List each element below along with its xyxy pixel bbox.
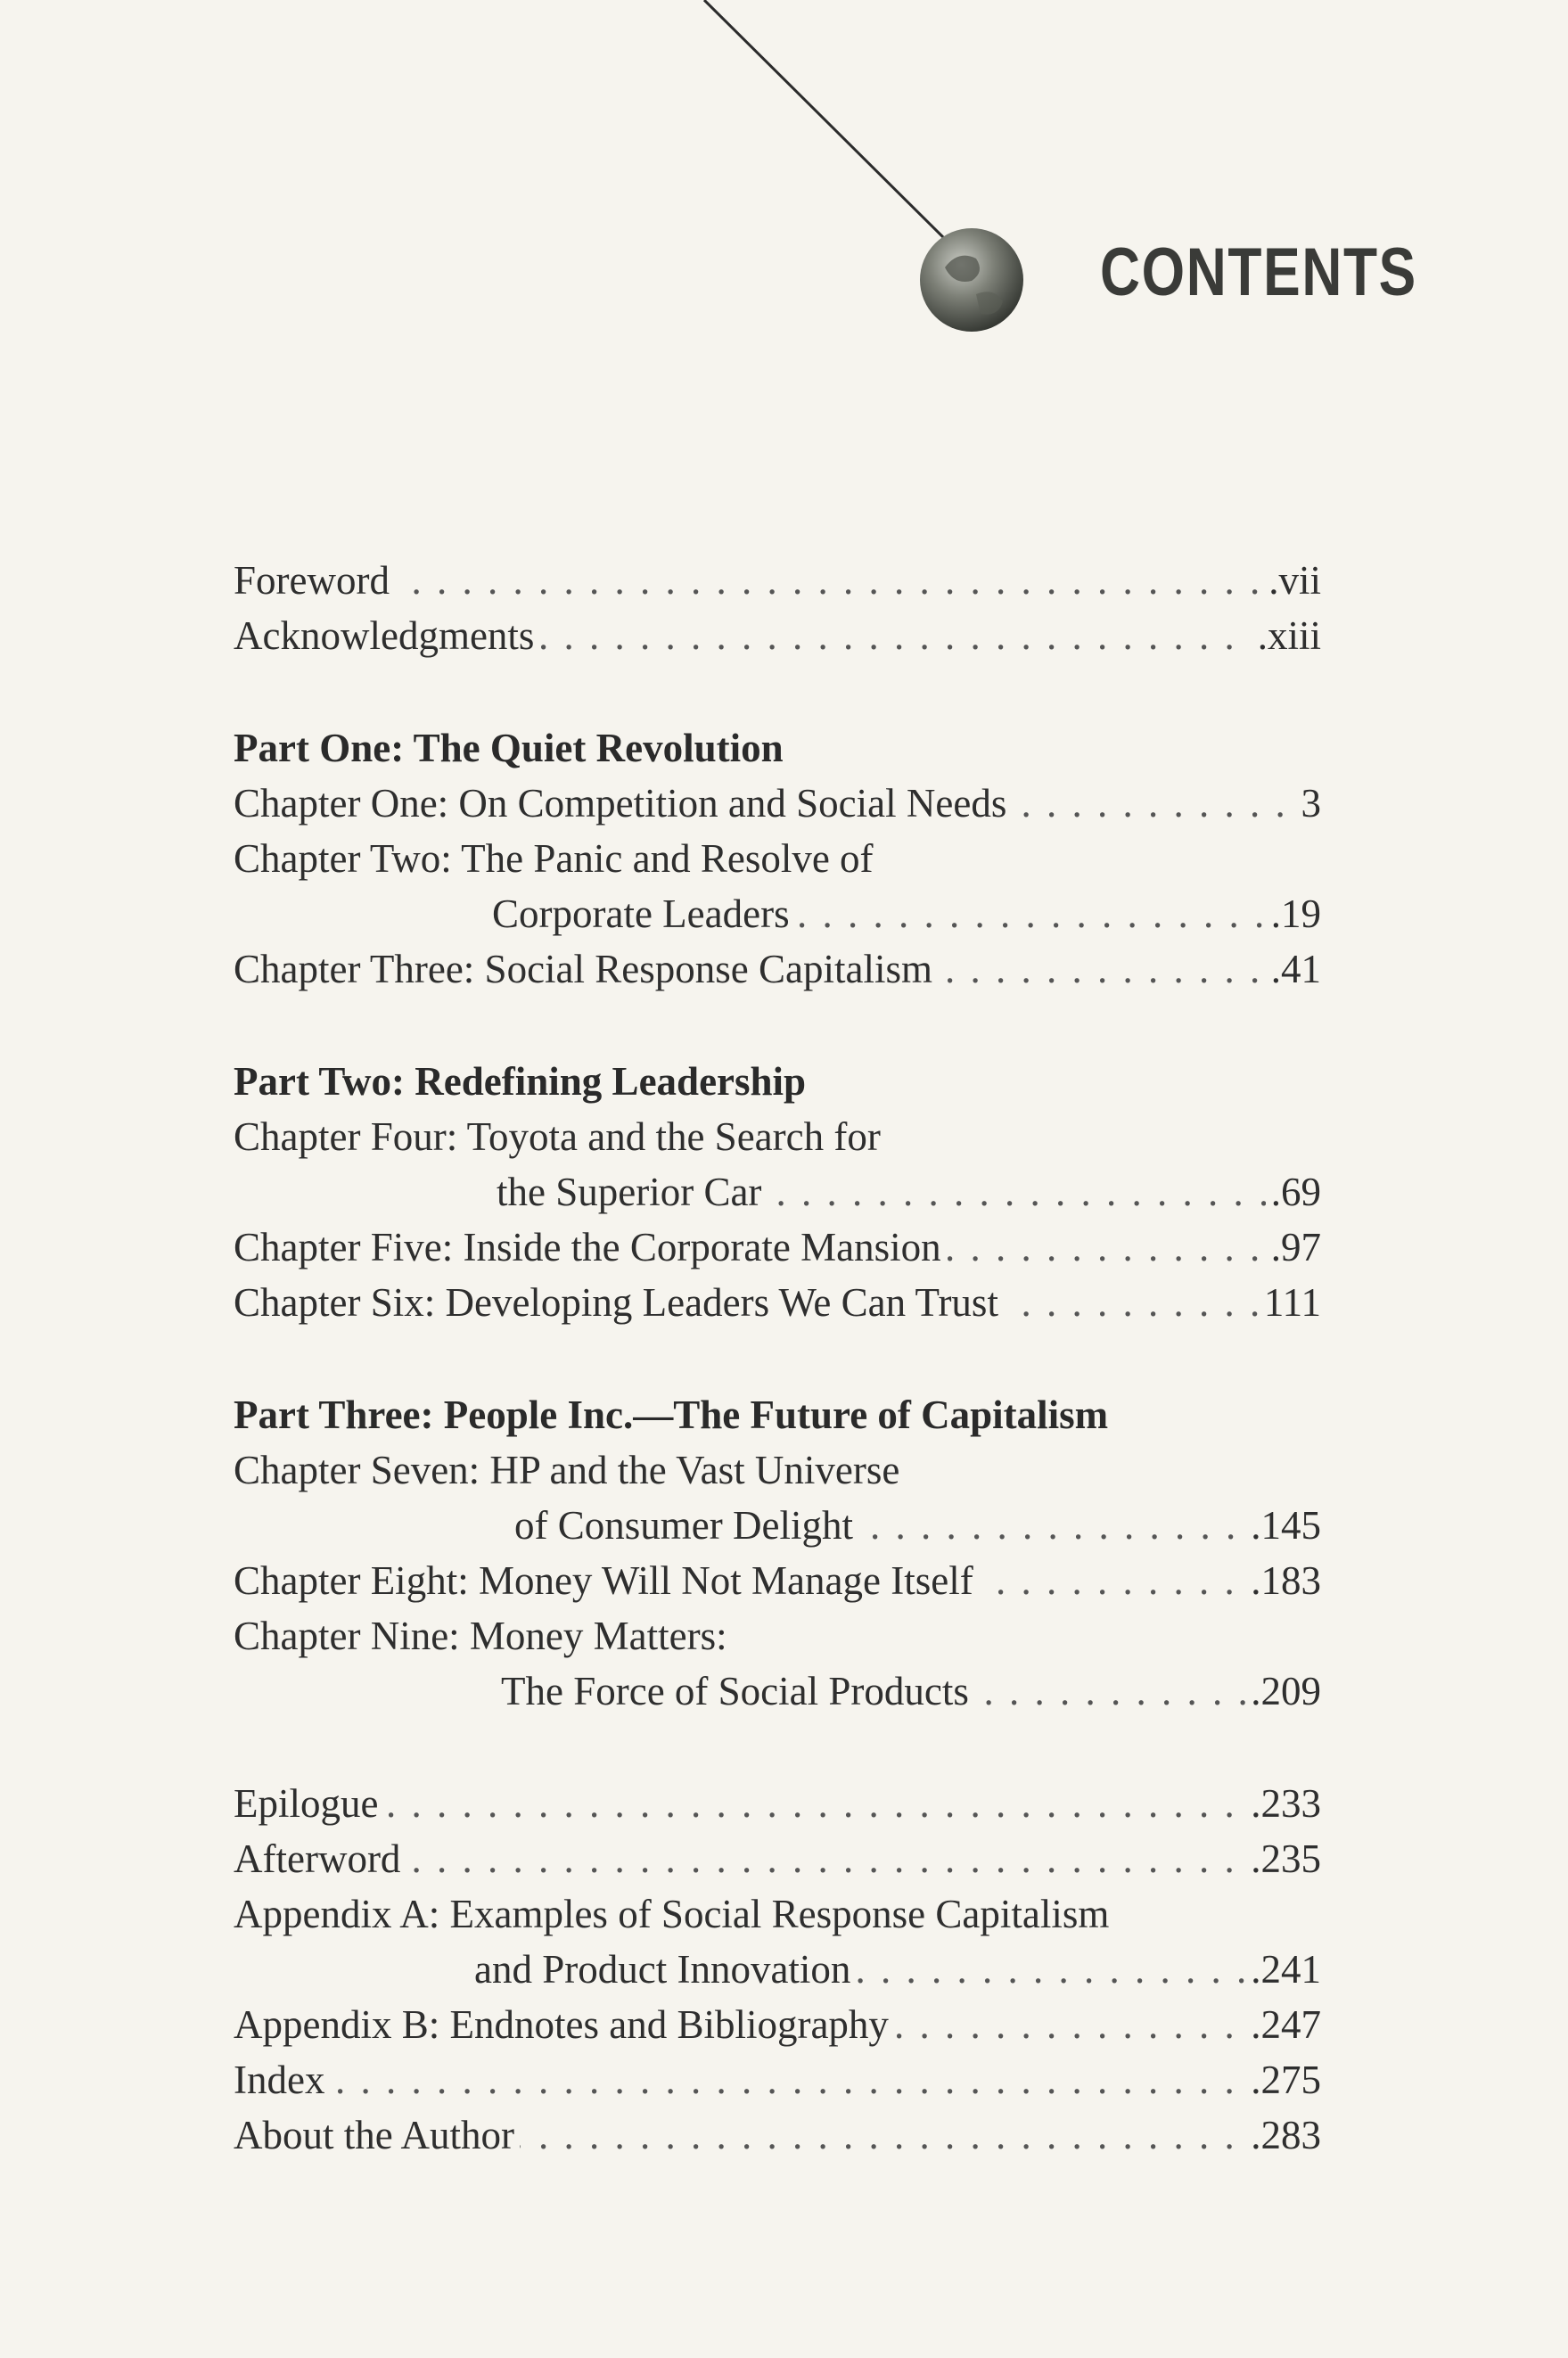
toc-entry[interactable] [234,2052,1321,2107]
toc-entry-line[interactable] [234,1109,1321,1164]
toc-entry-continued[interactable] [234,1164,1321,1220]
entry-title: About the Author [234,2113,520,2157]
entry-page: .xiii [1252,608,1321,663]
entry-title-continued: Corporate Leaders [492,891,795,936]
entry-title: Chapter Seven: HP and the Vast Universe [234,1448,905,1492]
toc-entry[interactable] [234,941,1321,997]
entry-page: .145 [1245,1498,1321,1553]
entry-title: Chapter Six: Developing Leaders We Can Trust [234,1280,1004,1325]
entry-title: Appendix B: Endnotes and Bibliography [234,2002,894,2047]
entry-page: .241 [1245,1942,1321,1997]
toc-entry[interactable] [234,1776,1321,1831]
toc-entry[interactable] [234,1220,1321,1275]
leader-dots [234,2052,1321,2107]
table-of-contents [234,553,1321,2163]
toc-entry-continued[interactable] [234,1664,1321,1719]
entry-title: Chapter Four: Toyota and the Search for [234,1114,886,1159]
entry-page: .vii [1263,553,1321,608]
toc-entry[interactable] [234,1997,1321,2052]
toc-entry[interactable] [234,1275,1321,1330]
entry-title: Chapter Three: Social Response Capitalism [234,947,938,991]
entry-page: .235 [1245,1831,1321,1886]
entry-page: .209 [1245,1664,1321,1719]
entry-title: Index [234,2058,330,2102]
entry-title-continued: the Superior Car [497,1170,767,1214]
entry-page: 111 [1259,1275,1321,1330]
toc-entry-line[interactable] [234,831,1321,886]
entry-page: 3 [1296,776,1322,831]
page-title: CONTENTS [1100,234,1417,310]
toc-entry[interactable] [234,608,1321,663]
toc-entry-continued[interactable] [234,1498,1321,1553]
toc-entry[interactable] [234,2107,1321,2163]
toc-entry[interactable] [234,1831,1321,1886]
toc-entry-line[interactable] [234,1442,1321,1498]
toc-entry-line[interactable] [234,1608,1321,1664]
entry-title: Foreword [234,558,395,603]
toc-entry-line[interactable] [234,1886,1321,1942]
entry-page: .247 [1245,1997,1321,2052]
entry-page: .275 [1245,2052,1321,2107]
toc-entry[interactable] [234,553,1321,608]
part-heading: Part One: The Quiet Revolution [234,726,784,770]
part-heading: Part Two: Redefining Leadership [234,1059,807,1104]
entry-title: Chapter Five: Inside the Corporate Mansion [234,1225,947,1269]
entry-title: Chapter Nine: Money Matters: [234,1614,733,1658]
entry-title-continued: The Force of Social Products [501,1669,974,1713]
entry-title: Afterword [234,1836,406,1881]
entry-page: .97 [1266,1220,1321,1275]
toc-entry[interactable] [234,1553,1321,1608]
entry-title: Acknowledgments [234,613,539,658]
entry-title-continued: and Product Innovation [474,1947,856,1992]
entry-title: Chapter Two: The Panic and Resolve of [234,836,879,881]
entry-page: .233 [1245,1776,1321,1831]
entry-title-continued: of Consumer Delight [514,1503,858,1548]
entry-page: .41 [1266,941,1321,997]
entry-page: .283 [1245,2107,1321,2163]
entry-page: .183 [1245,1553,1321,1608]
toc-entry-continued[interactable] [234,1942,1321,1997]
leader-dots [234,553,1321,608]
part-heading: Part Three: People Inc.—The Future of Capitalism [234,1393,1109,1437]
entry-title: Appendix A: Examples of Social Response Capitalism [234,1892,1114,1936]
entry-title: Chapter One: On Competition and Social Needs [234,781,1012,826]
toc-entry[interactable] [234,776,1321,831]
entry-title: Chapter Eight: Money Will Not Manage Itself [234,1558,979,1603]
entry-page: .19 [1266,886,1321,941]
entry-page: .69 [1266,1164,1321,1220]
entry-title: Epilogue [234,1781,383,1826]
leader-dots [234,1776,1321,1831]
toc-entry-continued[interactable] [234,886,1321,941]
